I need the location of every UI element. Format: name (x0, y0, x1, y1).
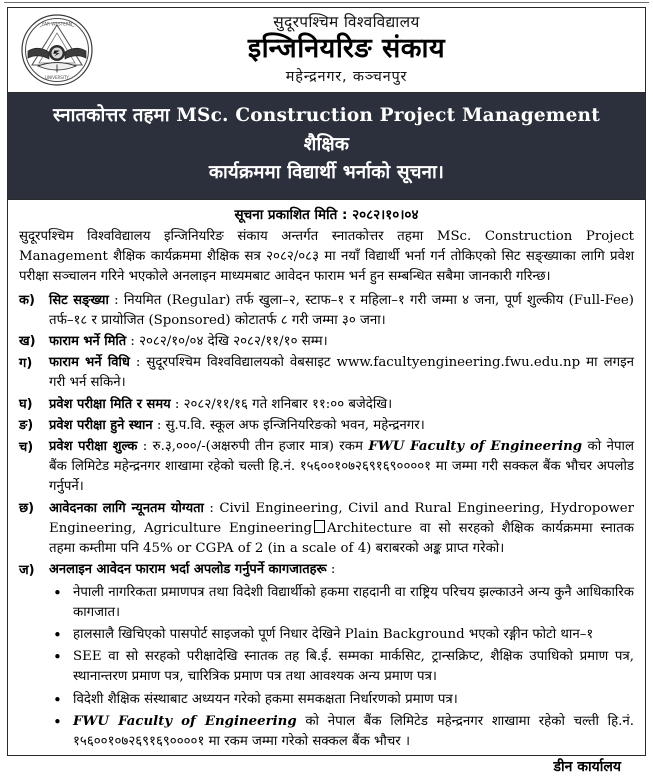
item-marker-kha: ख) (19, 334, 36, 350)
item-marker-ga: ग) (19, 355, 33, 371)
item-text-exam-venue: : सु.प.वि. स्कूल अफ इन्जिनियरिङको भवन, महेन्द्रनगर। (152, 417, 425, 433)
doc-voucher-account-holder: FWU Faculty of Engineering (73, 713, 297, 729)
item-text-eligibility-a: : Civil Engineering, Civil and Rural Engineering, Hydropower Engineering, Agriculture Engineering (49, 500, 634, 536)
item-marker-ka: क) (19, 293, 35, 309)
doc-photo-text-a: हालसालै खिचिएको पासपोर्ट साइजको पूर्ण निधार देखिने (73, 626, 345, 642)
item-text-seats: : नियमित (Regular) तर्फ खुला–२, स्टाफ–१ र महिला–१ गरी जम्मा ४ जना, पूर्ण शुल्कीय (Full-Fee) तर्फ–१८ र प्रायोजित (Sponsored) कोटातर्फ ८ गरी जम्मा ३० जना। (49, 292, 634, 328)
item-text-form-method-a: : सुदूरपश्चिम विश्वविद्यालयको वेबसाइट (129, 355, 337, 371)
item-marker-cha: च) (19, 439, 34, 455)
list-item-upload-docs (19, 560, 634, 580)
item-text-form-dates: : २०८२/१०/०४ देखि २०८२/११/१० सम्म। (126, 333, 328, 349)
publish-date: सूचना प्रकाशित मिति : २०८२।१०।०४ (234, 206, 419, 223)
list-item-doc-transcripts (51, 647, 634, 687)
item-label-form-method: फाराम भर्ने विधि (49, 355, 130, 371)
item-label-exam-venue: प्रवेश परीक्षा हुने स्थान (49, 417, 153, 433)
item-marker-nga: ङ) (19, 418, 34, 434)
item-label-eligibility: आवेदनका लागि न्यूनतम योग्यता (49, 500, 204, 516)
title-line-2: कार्यक्रममा विद्यार्थी भर्नाको सूचना। (208, 162, 445, 184)
item-body-eligibility (49, 499, 634, 560)
list-item-exam-venue (19, 416, 634, 436)
doc-photo-background-term: Plain Background (344, 626, 465, 642)
masthead (8, 8, 645, 92)
notice-body (8, 227, 645, 778)
title-prefix: स्नातकोत्तर तहमा (53, 104, 177, 126)
program-name: MSc. Construction Project Management (176, 104, 600, 126)
application-website-url[interactable]: www.facultyengineering.fwu.edu.np (336, 355, 581, 371)
list-item-form-dates (19, 332, 634, 352)
item-label-seats: सिट सङ्ख्या (49, 292, 109, 308)
required-documents-list (19, 583, 634, 753)
top-rule-divider (4, 2, 649, 3)
doc-transcripts-text: SEE वा सो सरहको परीक्षादेखि स्नातक तह बि.ई. सम्मका मार्कसिट, ट्रान्सक्रिप्ट, शैक्षिक उपाधिको प्रमाण पत्र, स्थानान्तरण प्रमाण पत्र, चारित्रिक प्रमाण पत्र तथा आवश्यक अन्य प्रमाण पत्र। (73, 649, 634, 685)
item-body-exam-datetime (49, 395, 634, 415)
intro-part-2: शैक्षिक कार्यक्रममा शैक्षिक सत्र २०८२/०८३ मा नयाँ विद्यार्थी भर्ना गर्न तोकिएको सिट सङ्ख्याका लागि प्रवेश परीक्षा सञ्चालन गरिने भएकोले अनलाइन माध्यमबाट आवेदन फाराम भर्न हुन सम्बन्धित सबैमा जानकारी गरिन्छ। (19, 249, 634, 285)
item-text-exam-fee-b: को नेपाल बैंक लिमिटेड महेन्द्रनगर शाखामा रहेको चल्ती हि.नं. १५६००१०७२६९१६९००००१ मा जम्मा गरी सक्कल बैंक भौचर अपलोड गर्नुपर्ने। (49, 439, 634, 495)
issuing-office-footer: डीन कार्यालय (553, 759, 621, 776)
item-marker-gha: घ) (19, 397, 33, 413)
faculty-name: इन्जिनियरिङ संकाय (247, 33, 446, 65)
item-label-exam-datetime: प्रवेश परीक्षा मिति र समय (49, 396, 171, 412)
title-suffix: शैक्षिक (303, 133, 350, 155)
item-label-exam-fee: प्रवेश परीक्षा शुल्क (49, 439, 138, 455)
svg-text:UNIVERSITY: UNIVERSITY (45, 75, 69, 80)
missing-glyph-box-icon (314, 520, 325, 533)
intro-part-1: सुदूरपश्चिम विश्वविद्यालय इन्जिनियरिङ संकाय अन्तर्गत स्नातकोत्तर तहमा (19, 228, 437, 244)
item-text-form-method-b: मा लगइन गरी भर्न सकिने। (49, 355, 635, 391)
notice-border-box (7, 7, 646, 776)
intro-program-1: MSc. Construction Project (436, 228, 634, 244)
svg-text:FAR WESTERN: FAR WESTERN (42, 21, 72, 27)
item-text-upload-docs: : (326, 562, 336, 578)
list-item-exam-fee (19, 437, 634, 498)
list-item-doc-equivalence (51, 690, 634, 710)
item-text-exam-fee-a: : रु.३,०००/-(अक्षरुपी तीन हजार मात्र) रकम (137, 439, 369, 455)
item-body-form-dates (49, 332, 634, 352)
list-item-doc-voucher (51, 712, 634, 752)
item-body-exam-fee (49, 437, 634, 498)
intro-program-2: Management (19, 249, 108, 265)
item-text-exam-datetime: : २०८२/११/१६ गते शनिबार ११:०० बजेदेखि। (170, 396, 393, 412)
item-body-upload-docs (49, 560, 634, 580)
item-body-form-method (49, 353, 634, 393)
list-item-form-method (19, 353, 634, 393)
doc-photo-text-b: भएको रङ्गीन फोटो थान–१ (464, 626, 594, 642)
item-label-upload-docs: अनलाइन आवेदन फाराम भर्दा अपलोड गर्नुपर्ने कागजातहरू (49, 562, 327, 578)
item-marker-chha: छ) (19, 501, 35, 517)
campus-location: महेन्द्रनगर, कञ्चनपुर (285, 68, 408, 85)
item-body-seats (49, 291, 634, 331)
title-banner (8, 92, 645, 200)
doc-citizenship-text: नेपाली नागरिकता प्रमाणपत्र तथा विदेशी विद्यार्थीको हकमा राहदानी वा राष्ट्रिय परिचय झल्काउने अन्य कुनै आधिकारिक कागजात। (73, 584, 634, 620)
list-item-seats (19, 291, 634, 331)
title-line-1 (34, 102, 619, 159)
list-item-exam-datetime (19, 395, 634, 415)
list-item-doc-citizenship (51, 583, 634, 623)
list-item-eligibility (19, 499, 634, 560)
item-marker-ja: ज) (19, 562, 35, 578)
intro-paragraph (19, 227, 634, 288)
masthead-text-block (18, 13, 635, 86)
list-item-doc-photo (51, 625, 634, 645)
item-body-exam-venue (49, 416, 634, 436)
item-label-form-dates: फाराम भर्ने मिति (49, 333, 127, 349)
bank-account-holder-name: FWU Faculty of Engineering (368, 439, 583, 455)
item-text-eligibility-b: Architecture वा सो सरहको शैक्षिक कार्यक्रममा स्नातक तहमा कम्तीमा पनि 45% or CGPA of 2 (in a scale of 4) बराबरको अङ्क प्राप्त गरेको। (49, 520, 635, 557)
lettered-item-list (19, 291, 634, 581)
doc-equivalence-text: विदेशी शैक्षिक संस्थाबाट अध्ययन गरेको हकमा समकक्षता निर्धारणको प्रमाण पत्र। (73, 691, 458, 707)
doc-voucher-text: को नेपाल बैंक लिमिटेड महेन्द्रनगर शाखामा रहेको चल्ती हि.नं. १५६००१०७२६९१६९००००१ मा रकम जम्मा गरेको सक्कल बैंक भौचर । (73, 713, 635, 749)
university-crest-icon (20, 13, 94, 87)
university-name: सुदूरपश्चिम विश्वविद्यालय (273, 13, 420, 31)
